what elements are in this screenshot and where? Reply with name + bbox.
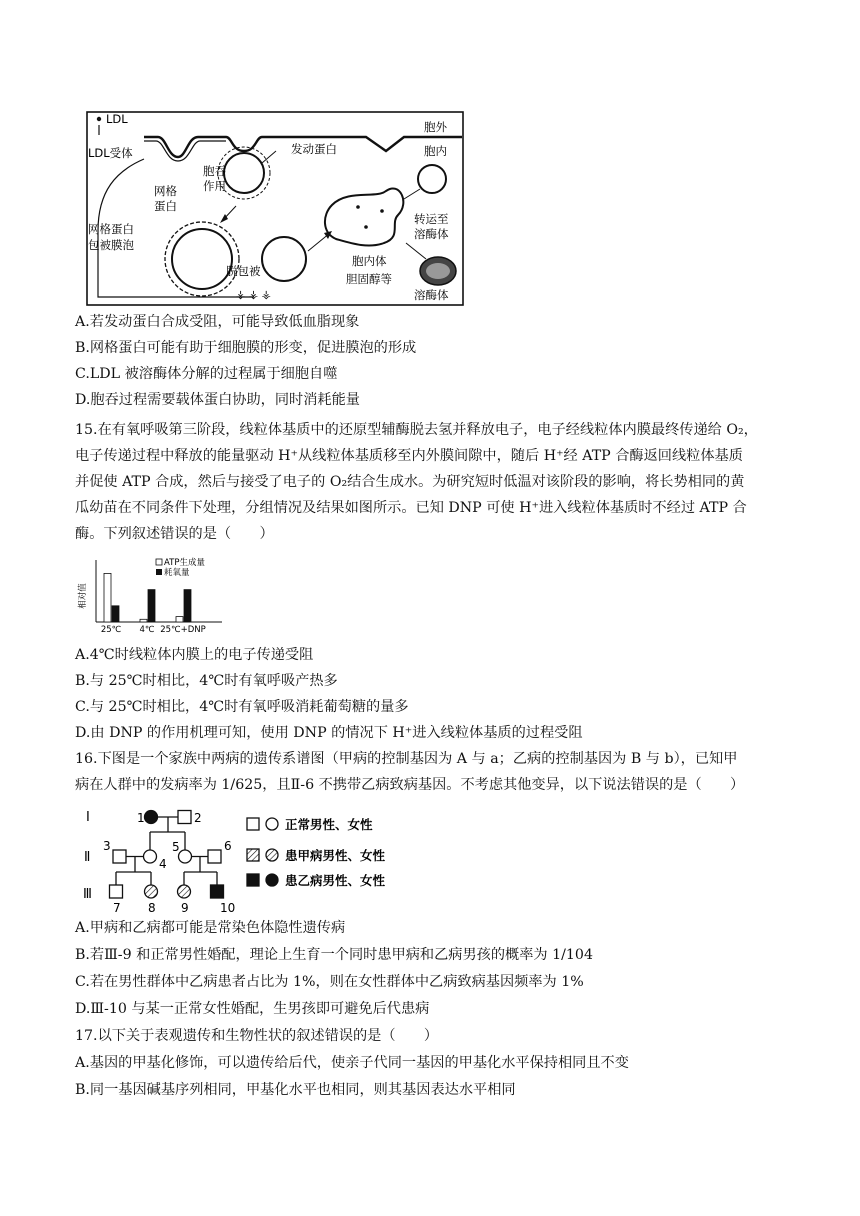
chart-ylabel: 相对值 [78,583,88,609]
q14-option-a: A.若发动蛋白合成受阻，可能导致低血脂现象 [75,314,360,330]
q15-stem-1: 15.在有氧呼吸第三阶段，线粒体基质中的还原型辅酶脱去氢并释放电子，电子经线粒体内膜最终传递给 O₂， [75,422,758,438]
q16-option-c: C.若在男性群体中乙病患者占比为 1%，则在女性群体中乙病致病基因频率为 1% [75,974,584,990]
q16-stem-1: 16.下图是一个家族中两病的遗传系谱图（甲病的控制基因为 A 与 a；乙病的控制基因为 B 与 b），已知甲 [75,751,738,767]
ldl-endocytosis-diagram [86,111,464,306]
legend-disease-b-male [247,874,259,886]
lysosome-label: 溶酶体 [414,288,449,302]
cholesterol-label: 胆固醇等 [346,272,392,286]
coated-vesicle [172,229,232,289]
generation-label-2: Ⅱ [84,850,91,865]
q15-option-b: B.与 25℃时相比，4℃时有氧呼吸产热多 [75,673,338,689]
legend-label-disease-a: 患甲病男性、女性 [285,848,386,863]
uncoated-vesicle [262,237,306,281]
x-tick-label-3: 25℃+DNP [160,625,206,635]
ldl-label: LDL [106,112,128,126]
legend-label-normal: 正常男性、女性 [285,817,373,832]
q15-option-d: D.由 DNP 的作用机理可知，使用 DNP 的情况下 H⁺进入线粒体基质的过程受阻 [75,725,583,741]
q15-option-a: A.4℃时线粒体内膜上的电子传递受阻 [75,647,314,663]
q15-stem-2: 电子传递过程中释放的能量驱动 H⁺从线粒体基质移至内外膜间隙中，随后 H⁺经 ATP 合酶返回线粒体基质 [75,448,743,464]
svg-text:⚶ ⚶ ⚶: ⚶ ⚶ ⚶ [236,288,272,301]
legend-disease-b-female [266,874,278,886]
q15-stem-5: 酶。下列叙述错误的是（ ） [75,526,274,542]
generation-label-3: Ⅲ [83,887,92,902]
legend-swatch-atp [156,559,162,565]
individual-7 [110,885,123,898]
x-tick-label-1: 25℃ [100,625,122,635]
q17-option-a: A.基因的甲基化修饰，可以遗传给后代，使亲子代同一基因的甲基化水平保持相同且不变 [75,1055,629,1071]
endosome [325,188,403,245]
q16-option-d: D.Ⅲ-10 与某一正常女性婚配，生男孩即可避免后代患病 [75,1001,430,1017]
outside-label: 胞外 [424,120,447,134]
individual-8-number: 8 [148,901,156,914]
coated-vesicle-label: 网格蛋白 [88,222,134,236]
individual-1 [145,811,158,824]
q15-option-c: C.与 25℃时相比，4℃时有氧呼吸消耗葡萄糖的量多 [75,699,409,715]
bar-atp-3 [176,617,183,622]
individual-4-number: 4 [159,857,167,871]
ldl-receptor-label: LDL受体 [88,146,133,160]
x-tick-label-2: 4℃ [139,625,155,635]
q14-option-c: C.LDL 被溶酶体分解的过程属于细胞自噬 [75,366,338,382]
dynamin-label: 发动蛋白 [291,142,337,156]
legend-label-disease-b: 患乙病男性、女性 [285,873,386,888]
legend-disease-a-female [266,849,278,861]
individual-2-number: 2 [194,811,202,825]
inside-label: 胞内 [424,144,447,158]
bar-atp-2 [140,619,147,622]
generation-label-1: Ⅰ [86,810,90,825]
individual-8 [145,885,158,898]
bar-oxygen-3 [184,590,191,622]
q17-option-b: B.同一基因碱基序列相同，甲基化水平也相同，则其基因表达水平相同 [75,1082,516,1098]
svg-text:溶酶体: 溶酶体 [414,227,449,241]
q16-option-a: A.甲病和乙病都可能是常染色体隐性遗传病 [75,920,346,936]
legend-label-oxygen: 耗氧量 [164,568,190,578]
legend-normal-male [247,818,259,830]
svg-text:作用: 作用 [203,179,226,193]
legend-normal-female [266,818,278,830]
q14-option-b: B.网格蛋白可能有助于细胞膜的形变，促进膜泡的形成 [75,340,417,356]
individual-3 [113,850,126,863]
bar-oxygen-2 [148,590,155,622]
individual-9-number: 9 [181,901,189,914]
q15-stem-3: 并促使 ATP 合成，然后与接受了电子的 O₂结合生成水。为研究短时低温对该阶段的影响，将长势相同的黄 [75,474,745,490]
individual-5 [179,850,192,863]
bar-atp-1 [104,573,111,622]
svg-text:蛋白: 蛋白 [154,199,177,213]
uncoating-label: 脱包被 [226,264,261,278]
individual-3-number: 3 [103,839,111,853]
q15-stem-4: 瓜幼苗在不同条件下处理，分组情况及结果如图所示。已知 DNP 可使 H⁺进入线粒体基质时不经过 ATP 合 [75,500,747,516]
bar-oxygen-1 [112,606,119,622]
svg-text:包被膜泡: 包被膜泡 [88,238,134,252]
endocytosis-label: 胞吞 [203,164,226,178]
legend-disease-a-male [247,849,259,861]
endosome-label: 胞内体 [352,254,387,268]
individual-9 [178,885,191,898]
atp-oxygen-bar-chart [76,556,226,636]
individual-7-number: 7 [113,901,121,914]
q17-stem: 17.以下关于表观遗传和生物性状的叙述错误的是（ ） [75,1028,439,1044]
q16-option-b: B.若Ⅲ-9 和正常男性婚配，理论上生育一个同时患甲病和乙病男孩的概率为 1/104 [75,947,593,963]
individual-1-number: 1 [137,811,145,825]
individual-5-number: 5 [172,840,180,854]
recycling-vesicle [418,165,446,193]
transport-label: 转运至 [414,212,449,226]
individual-2 [178,811,191,824]
legend-label-atp: ATP生成量 [164,558,205,568]
individual-10 [211,885,224,898]
pedigree-chart [80,806,400,914]
ldl-particle [97,117,101,121]
individual-10-number: 10 [220,901,236,914]
q16-stem-2: 病在人群中的发病率为 1/625，且Ⅱ-6 不携带乙病致病基因。不考虑其他变异，以下说法错误的是（ ） [75,777,745,793]
individual-6-number: 6 [224,839,232,853]
legend-swatch-oxygen [156,569,162,575]
individual-4 [144,850,157,863]
q14-option-d: D.胞吞过程需要载体蛋白协助，同时消耗能量 [75,392,360,408]
clathrin-label: 网格 [154,184,177,198]
individual-6 [208,850,221,863]
